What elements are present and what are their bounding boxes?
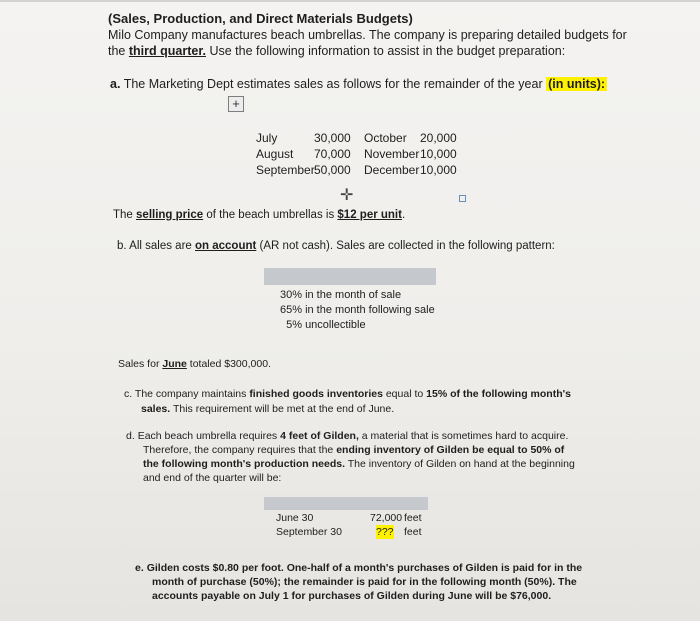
item-b-term: on account xyxy=(195,240,257,252)
item-d-line-2 xyxy=(143,444,564,456)
price-mid: of the beach umbrellas is xyxy=(206,209,335,221)
item-e-line1-text: Gilden costs $0.80 per foot. One-half of a month's purchases of Gilden is paid for in the xyxy=(146,562,583,574)
pattern-row xyxy=(276,303,435,318)
price-value: $12 per unit xyxy=(337,209,402,221)
inventory-table xyxy=(276,511,426,539)
page-title: (Sales, Production, and Direct Materials Budgets) xyxy=(108,11,413,26)
item-c-mid: equal to xyxy=(385,388,424,400)
pattern-row xyxy=(276,288,435,303)
top-divider xyxy=(0,0,700,2)
june-pre: Sales for xyxy=(118,358,160,370)
inventory-date: June 30 xyxy=(276,512,314,524)
sales-value: 10,000 xyxy=(420,163,457,177)
sales-value: 30,000 xyxy=(314,131,351,145)
item-c-line2-post: This requirement will be met at the end of June. xyxy=(172,403,395,415)
sales-value: 50,000 xyxy=(314,163,351,177)
pattern-desc: in the month of sale xyxy=(305,289,402,301)
sales-month: September xyxy=(256,163,315,177)
item-e-line-3: accounts payable on July 1 for purchases of Gilden during June will be $76,000. xyxy=(152,590,552,602)
sales-value: 10,000 xyxy=(420,147,457,161)
item-d-line-3 xyxy=(143,458,575,470)
item-d-line2-bold: ending inventory of Gilden be equal to 50% of xyxy=(336,444,565,456)
inventory-row xyxy=(276,525,426,539)
sales-value: 20,000 xyxy=(420,131,457,145)
item-c-line2-bold: sales. xyxy=(141,403,171,415)
intro-line-2-pre: the xyxy=(108,44,126,58)
pattern-row xyxy=(276,318,435,333)
pattern-pct: 5% xyxy=(286,319,302,331)
pattern-header-bar xyxy=(264,268,436,285)
intro-line-2-post: Use the following information to assist in the budget preparation: xyxy=(209,44,566,58)
june-sales-line xyxy=(118,358,271,370)
item-c-pre: The company maintains xyxy=(134,388,247,400)
item-d-line-1 xyxy=(126,430,568,442)
pattern-desc: uncollectible xyxy=(305,319,366,331)
cursor-icon: ✛ xyxy=(340,187,354,204)
june-term: June xyxy=(162,358,187,370)
sales-month: November xyxy=(364,147,420,161)
sales-value: 70,000 xyxy=(314,147,351,161)
price-pre: The xyxy=(113,209,133,221)
item-c-line-2 xyxy=(141,403,394,415)
collection-pattern xyxy=(276,288,435,333)
inventory-qty: 72,000 xyxy=(370,512,403,524)
pattern-desc: in the month following sale xyxy=(305,304,435,316)
item-d-bold: 4 feet of Gilden, xyxy=(280,430,359,442)
sales-month: December xyxy=(364,163,420,177)
item-b-text xyxy=(117,240,555,252)
item-c-line-1 xyxy=(124,388,571,400)
item-e-line-2: month of purchase (50%); the remainder is paid for in the following month (50%). The xyxy=(152,576,577,588)
item-b-label: b. xyxy=(117,240,127,252)
inventory-row xyxy=(276,511,426,525)
item-d-line3-bold: the following month's production needs. xyxy=(143,458,345,470)
item-d-label: d. xyxy=(126,430,135,442)
item-a-description: The Marketing Dept estimates sales as follows for the remainder of the year xyxy=(123,77,543,91)
intro-line-2 xyxy=(108,44,565,58)
intro-line-1: Milo Company manufactures beach umbrellas. The company is preparing detailed budgets for xyxy=(108,28,627,42)
square-icon xyxy=(459,195,466,202)
item-c-bold: finished goods inventories xyxy=(249,388,383,400)
item-a-highlight: (in units): xyxy=(548,77,606,91)
item-b-pre: All sales are xyxy=(129,240,192,252)
plus-icon[interactable]: + xyxy=(228,96,244,112)
item-a-text xyxy=(110,77,607,91)
item-d-pre: Each beach umbrella requires xyxy=(137,430,278,442)
item-d-line-4: and end of the quarter will be: xyxy=(143,472,282,484)
intro-third-quarter: third quarter. xyxy=(128,44,206,58)
item-d-line3-post: The inventory of Gilden on hand at the beginning xyxy=(347,458,575,470)
price-line xyxy=(113,209,405,221)
item-c-bold-2: 15% of the following month's xyxy=(426,388,571,400)
item-a-label: a. xyxy=(110,77,121,91)
pattern-pct: 30% xyxy=(279,289,302,301)
item-b-post: (AR not cash). Sales are collected in the following pattern: xyxy=(259,240,555,252)
june-post: totaled $300,000. xyxy=(189,358,271,370)
sales-month: July xyxy=(256,131,278,145)
sales-month: October xyxy=(364,131,407,145)
price-term: selling price xyxy=(136,209,204,221)
price-end: . xyxy=(401,209,406,221)
item-c-label: c. xyxy=(124,388,133,400)
item-d-line2-pre: Therefore, the company requires that the xyxy=(143,444,334,456)
inventory-date: September 30 xyxy=(276,526,342,538)
item-e-line-1 xyxy=(135,562,582,574)
inventory-header-bar xyxy=(264,497,428,510)
item-e-label: e. xyxy=(135,562,144,574)
inventory-qty-unknown: ??? xyxy=(376,526,394,538)
pattern-pct: 65% xyxy=(279,304,302,316)
inventory-unit: feet xyxy=(404,526,422,538)
item-d-post: a material that is sometimes hard to acquire. xyxy=(361,430,569,442)
inventory-unit: feet xyxy=(404,512,422,524)
sales-month: August xyxy=(256,147,294,161)
